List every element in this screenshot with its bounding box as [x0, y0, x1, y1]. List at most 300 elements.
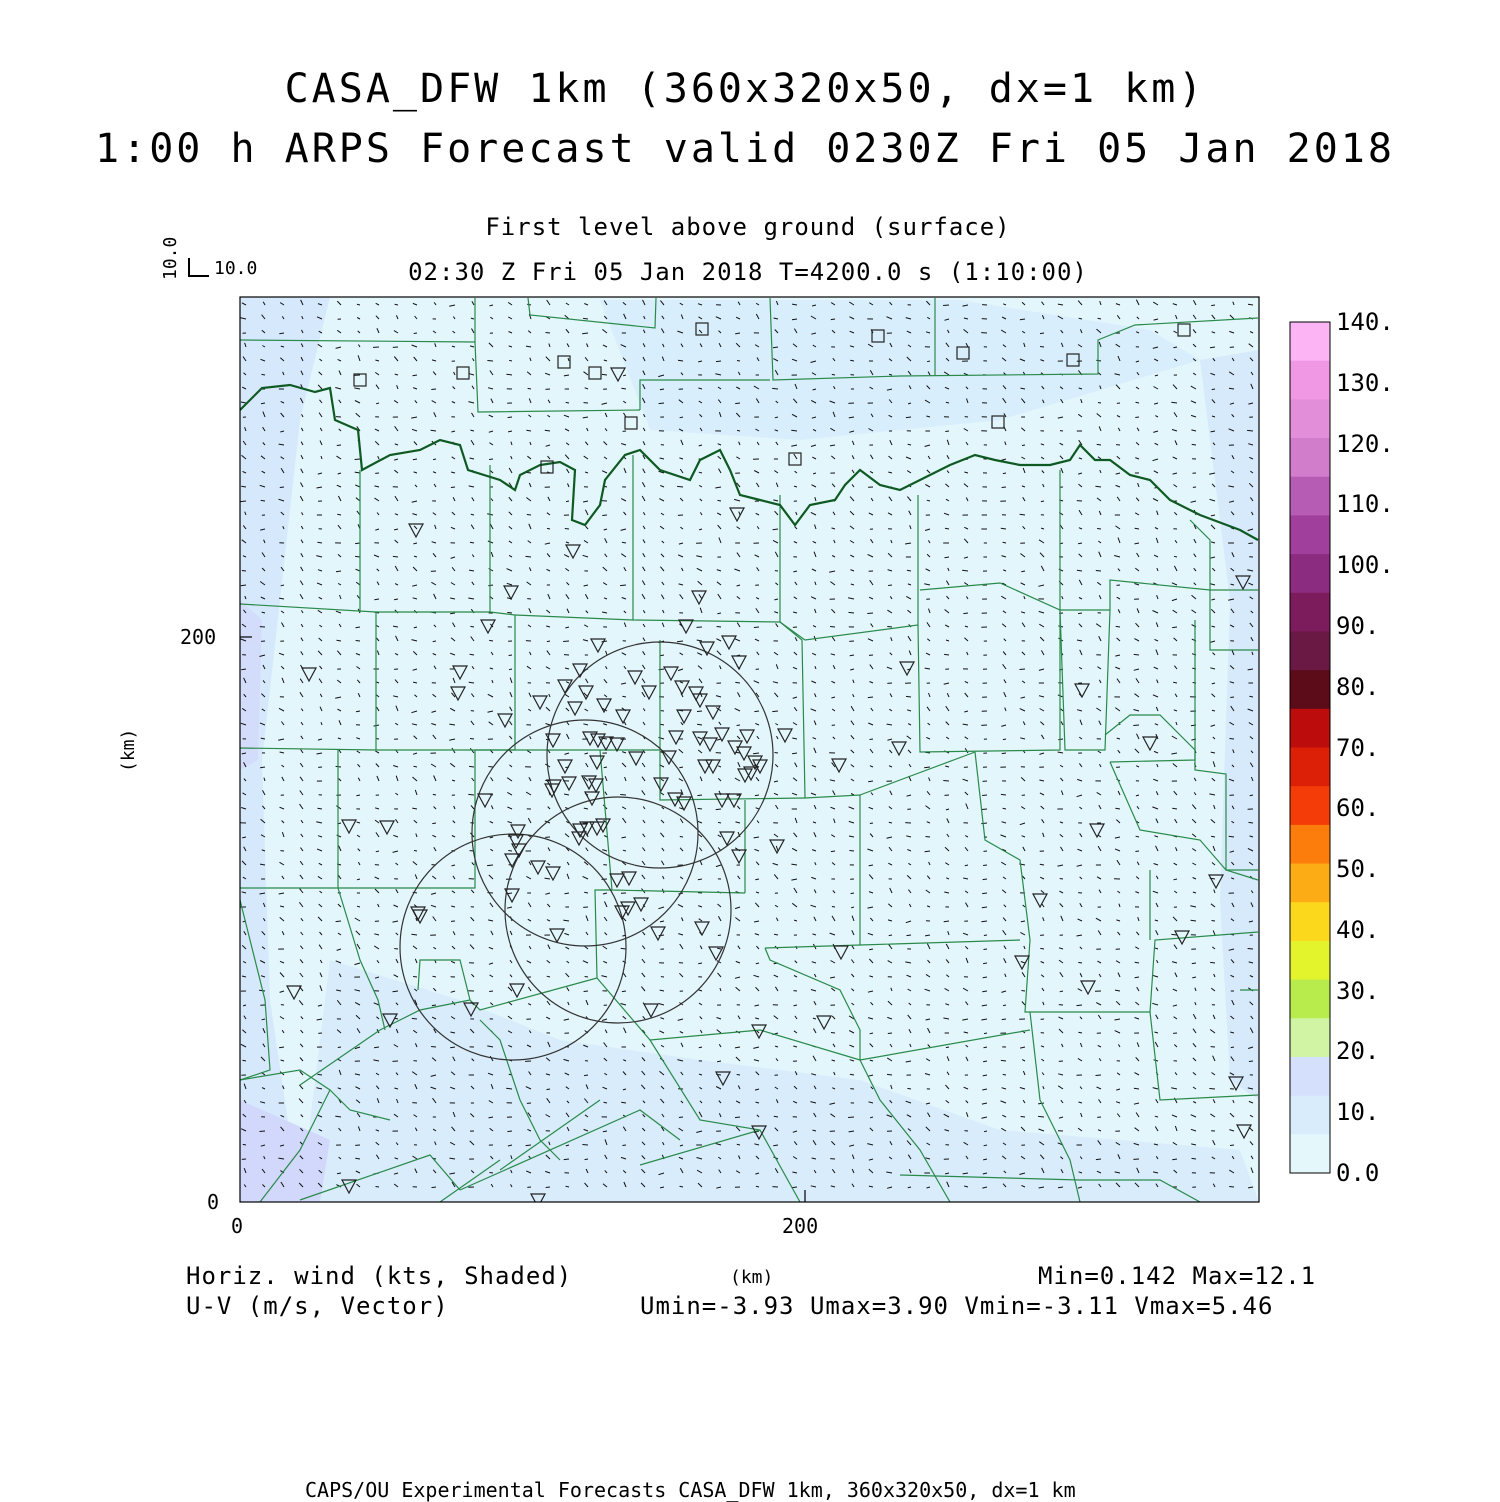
wind-vector	[1135, 851, 1139, 852]
wind-vector	[432, 1005, 436, 1006]
wind-vector	[356, 641, 360, 642]
wind-vector	[318, 808, 323, 809]
wind-vector	[318, 1074, 323, 1075]
wind-vector	[260, 1131, 266, 1132]
wind-vector	[355, 556, 360, 557]
y-axis-label: (km)	[118, 729, 139, 772]
colorbar-swatch	[1290, 322, 1330, 361]
wind-vector	[735, 1117, 740, 1118]
wind-vector	[1230, 739, 1235, 740]
wind-vector	[1229, 388, 1234, 389]
wind-vector	[831, 319, 835, 320]
colorbar-swatch	[1290, 1057, 1330, 1096]
wind-vector	[945, 528, 949, 529]
wind-vector	[984, 1033, 987, 1034]
wind-vector	[374, 1047, 379, 1048]
wind-vector	[355, 543, 360, 544]
time-subtitle: 02:30 Z Fri 05 Jan 2018 T=4200.0 s (1:10:00)	[0, 258, 1496, 286]
wind-vector	[602, 374, 607, 375]
wind-vector	[565, 529, 569, 530]
wind-vector	[279, 1047, 284, 1048]
wind-vector	[1003, 473, 1006, 474]
wind-vector	[507, 1131, 512, 1132]
wind-vector	[1097, 444, 1101, 445]
wind-vector	[1096, 1075, 1102, 1076]
wind-vector	[984, 949, 988, 950]
wind-vector	[718, 935, 721, 936]
colorbar-swatch	[1290, 631, 1330, 670]
wind-vector	[489, 640, 493, 641]
wind-vector	[718, 822, 721, 823]
wind-vector	[262, 374, 266, 375]
colorbar-swatch	[1290, 709, 1330, 748]
wind-vector	[393, 991, 399, 992]
wind-vector	[680, 837, 683, 838]
wind-vector	[906, 417, 911, 418]
colorbar-label: 30.	[1336, 977, 1379, 1005]
field-min-max: Min=0.142 Max=12.1	[1038, 1262, 1316, 1290]
wind-vector	[526, 430, 531, 431]
wind-vector	[1098, 318, 1101, 319]
wind-vector	[1021, 1117, 1025, 1118]
wind-vector	[1209, 1089, 1215, 1090]
wind-vector	[1095, 486, 1101, 487]
wind-vector	[889, 374, 892, 375]
wind-vector	[1247, 430, 1253, 431]
wind-vector	[1038, 1116, 1044, 1117]
wind-vector	[775, 753, 779, 754]
wind-vector	[356, 627, 361, 628]
wind-vector	[716, 809, 721, 810]
wind-vector	[394, 599, 398, 600]
wind-vector	[698, 879, 702, 880]
wind-vector	[357, 304, 360, 305]
wind-vector	[984, 1131, 987, 1132]
colorbar-swatch	[1290, 477, 1330, 516]
wind-vector	[887, 1074, 892, 1075]
wind-vector	[867, 613, 873, 614]
wind-vector	[1248, 543, 1253, 544]
wind-vector	[792, 753, 797, 754]
wind-vector	[260, 767, 265, 768]
colorbar-swatch	[1290, 786, 1330, 825]
wind-vector	[984, 935, 987, 936]
colorbar-label: 100.	[1336, 551, 1394, 579]
wind-vector	[772, 388, 778, 389]
wind-vector	[584, 892, 588, 893]
wind-vector	[983, 963, 987, 964]
wind-vector	[754, 627, 759, 628]
colorbar-label: 60.	[1336, 794, 1379, 822]
wind-vector	[1192, 1158, 1197, 1159]
wind-vector	[280, 487, 284, 488]
wind-vector	[621, 388, 626, 389]
wind-vector	[413, 977, 417, 978]
vector-key-u-label: 10.0	[214, 258, 257, 279]
wind-vector	[1041, 501, 1044, 502]
colorbar-swatch	[1290, 399, 1330, 438]
wind-vector	[526, 1145, 531, 1146]
wind-vector	[1003, 808, 1006, 809]
wind-vector	[431, 1047, 436, 1048]
wind-vector	[983, 977, 987, 978]
wind-vector	[755, 795, 759, 796]
wind-vector	[679, 767, 683, 768]
wind-vector	[509, 669, 512, 670]
colorbar-swatch	[1290, 593, 1330, 632]
wind-vector	[984, 1047, 988, 1048]
wind-vector	[737, 1144, 740, 1145]
colorbar-swatch	[1290, 515, 1330, 554]
wind-vector	[471, 514, 474, 515]
wind-vector	[414, 851, 417, 852]
wind-vector	[1229, 1187, 1234, 1188]
wind-vector	[735, 403, 740, 404]
colorbar-swatch	[1290, 748, 1330, 787]
wind-vector	[564, 1159, 569, 1160]
colorbar-swatch	[1290, 1096, 1330, 1135]
wind-vector	[737, 725, 740, 726]
vector-key-v-label: 10.0	[160, 237, 181, 280]
wind-vector	[547, 641, 550, 642]
wind-vector	[1002, 1019, 1006, 1020]
wind-vector	[1020, 319, 1025, 320]
wind-vector	[982, 795, 987, 796]
wind-vector	[241, 585, 246, 586]
wind-vector	[432, 1187, 437, 1188]
wind-vector	[1116, 626, 1120, 627]
wind-vector	[888, 1033, 892, 1034]
wind-vector	[527, 515, 531, 516]
wind-vector	[1171, 934, 1177, 935]
x-tick-0: 0	[231, 1214, 243, 1238]
wind-vector	[1210, 962, 1215, 963]
wind-vector	[1212, 710, 1215, 711]
wind-vector	[508, 417, 512, 418]
wind-vector	[945, 431, 949, 432]
wind-vector	[488, 767, 493, 768]
wind-vector	[338, 1047, 341, 1048]
wind-vector	[394, 949, 398, 950]
wind-vector	[679, 1117, 683, 1118]
wind-vector	[965, 865, 968, 866]
wind-vector	[756, 1186, 759, 1187]
wind-vector	[756, 963, 759, 964]
colorbar-label: 70.	[1336, 734, 1379, 762]
wind-vector	[563, 641, 569, 642]
wind-vector	[1192, 444, 1196, 445]
colorbar-swatch	[1290, 941, 1330, 980]
wind-vector	[659, 935, 664, 936]
wind-vector	[907, 935, 912, 936]
colorbar-label: 40.	[1336, 916, 1379, 944]
wind-vector	[1040, 347, 1044, 348]
wind-vector	[337, 445, 341, 446]
wind-vector	[907, 1088, 911, 1089]
wind-vector	[737, 361, 740, 362]
x-axis-label: (km)	[730, 1267, 773, 1288]
colorbar-swatch	[1290, 980, 1330, 1019]
wind-vector	[620, 795, 626, 796]
wind-vector	[716, 361, 721, 362]
wind-vector	[470, 654, 474, 655]
wind-vector	[659, 403, 664, 404]
wind-vector	[509, 655, 512, 656]
wind-vector	[620, 585, 626, 586]
wind-vector	[336, 921, 341, 922]
wind-vector	[489, 459, 493, 460]
wind-vector	[1134, 654, 1139, 655]
wind-vector	[585, 1159, 588, 1160]
wind-vector	[831, 1033, 835, 1034]
colorbar-label: 80.	[1336, 673, 1379, 701]
wind-vector	[1135, 528, 1139, 529]
wind-vector	[774, 934, 778, 935]
wind-vector	[433, 641, 436, 642]
colorbar-label: 0.0	[1336, 1159, 1379, 1187]
wind-vector	[526, 556, 532, 557]
wind-vector	[755, 879, 759, 880]
colorbar-swatch	[1290, 1018, 1330, 1057]
wind-vector	[888, 585, 892, 586]
wind-vector	[470, 739, 474, 740]
wind-vector	[850, 655, 854, 656]
wind-vector	[432, 823, 436, 824]
wind-vector	[1040, 333, 1044, 334]
wind-vector	[832, 907, 835, 908]
wind-vector	[677, 486, 683, 487]
wind-vector	[1096, 1159, 1101, 1160]
wind-vector	[487, 865, 493, 866]
wind-vector	[717, 948, 721, 949]
colorbar-label: 20.	[1336, 1037, 1379, 1065]
wind-vector	[487, 361, 493, 362]
wind-vector	[737, 1075, 740, 1076]
wind-vector	[735, 682, 740, 683]
wind-vector	[1212, 389, 1215, 390]
wind-vector	[468, 794, 474, 795]
vector-key-icon	[189, 258, 209, 276]
wind-vector	[1040, 948, 1044, 949]
wind-vector	[1002, 487, 1006, 488]
wind-vector	[585, 977, 588, 978]
wind-vector	[1249, 1061, 1253, 1062]
wind-vector	[718, 500, 722, 501]
wind-vector	[243, 1144, 246, 1145]
wind-vector	[242, 571, 246, 572]
wind-vector	[982, 907, 987, 908]
wind-vector	[792, 1187, 797, 1188]
wind-vector	[1096, 571, 1101, 572]
wind-vector	[983, 879, 987, 880]
wind-vector	[1098, 403, 1101, 404]
wind-vector	[414, 333, 417, 334]
wind-vector	[698, 808, 703, 809]
wind-vector	[451, 487, 455, 488]
wind-vector	[604, 767, 607, 768]
wind-vector	[337, 640, 342, 641]
wind-vector	[927, 361, 930, 362]
wind-vector	[583, 318, 588, 319]
wind-vector	[1250, 795, 1253, 796]
wind-vector	[943, 781, 949, 782]
wind-vector	[261, 500, 265, 501]
wind-vector	[1249, 696, 1253, 697]
wind-vector	[831, 851, 835, 852]
wind-vector	[849, 612, 855, 613]
wind-vector	[450, 1047, 455, 1048]
wind-vector	[946, 402, 949, 403]
wind-vector	[697, 711, 702, 712]
colorbar-label: 140.	[1336, 308, 1394, 336]
colorbar-swatch	[1290, 864, 1330, 903]
wind-vector	[773, 347, 778, 348]
wind-vector	[1058, 1187, 1063, 1188]
colorbar-swatch	[1290, 1134, 1330, 1173]
colorbar-swatch	[1290, 670, 1330, 709]
wind-vector	[469, 766, 474, 767]
wind-vector	[355, 459, 360, 460]
wind-vector	[983, 865, 987, 866]
wind-vector	[1021, 921, 1025, 922]
wind-vector	[1003, 542, 1006, 543]
wind-vector	[470, 626, 474, 627]
wind-vector	[582, 1145, 588, 1146]
wind-vector	[240, 501, 246, 502]
wind-vector	[908, 444, 911, 445]
wind-vector	[566, 402, 569, 403]
wind-vector	[489, 991, 493, 992]
wind-vector	[1001, 794, 1006, 795]
colorbar-label: 110.	[1336, 490, 1394, 518]
wind-vector	[1134, 1088, 1139, 1089]
wind-vector	[395, 304, 398, 305]
wind-vector	[604, 1102, 608, 1103]
wind-vector	[1172, 627, 1177, 628]
vector-legend: U-V (m/s, Vector)	[186, 1292, 449, 1320]
wind-vector	[698, 963, 702, 964]
wind-vector	[926, 837, 931, 838]
vector-min-max: Umin=-3.93 Umax=3.90 Vmin=-3.11 Vmax=5.46	[640, 1292, 1273, 1320]
wind-vector	[547, 528, 550, 529]
wind-vector	[906, 696, 911, 697]
wind-vector	[1077, 1005, 1083, 1006]
wind-vector	[412, 1018, 417, 1019]
wind-vector	[1078, 962, 1082, 963]
wind-vector	[602, 515, 607, 516]
wind-vector	[1060, 879, 1063, 880]
wind-vector	[433, 459, 436, 460]
wind-vector	[433, 794, 436, 795]
wind-vector	[1115, 808, 1120, 809]
wind-vector	[1231, 1047, 1234, 1048]
wind-vector	[547, 1089, 551, 1090]
wind-vector	[546, 1187, 550, 1188]
wind-vector	[393, 556, 398, 557]
wind-vector	[1002, 753, 1006, 754]
wind-vector	[754, 711, 759, 712]
wind-vector	[943, 305, 949, 306]
wind-vector	[1041, 417, 1045, 418]
wind-vector	[1171, 402, 1177, 403]
wind-vector	[848, 1117, 854, 1118]
wind-vector	[1021, 991, 1025, 992]
wind-vector	[699, 1047, 702, 1048]
wind-vector	[830, 627, 835, 628]
wind-vector	[1248, 304, 1253, 305]
wind-vector	[1135, 417, 1139, 418]
wind-vector	[1003, 739, 1006, 740]
wind-vector	[414, 766, 418, 767]
wind-vector	[924, 767, 930, 768]
wind-vector	[509, 360, 512, 361]
wind-vector	[870, 823, 873, 824]
wind-vector	[1212, 921, 1216, 922]
wind-vector	[603, 1131, 607, 1132]
wind-vector	[261, 403, 265, 404]
wind-vector	[622, 542, 626, 543]
wind-vector	[489, 1173, 493, 1174]
colorbar-label: 50.	[1336, 855, 1379, 883]
wind-vector	[889, 822, 892, 823]
wind-vector	[622, 991, 626, 992]
wind-vector	[773, 529, 778, 530]
wind-vector	[982, 893, 987, 894]
wind-vector	[621, 1102, 626, 1103]
wind-vector	[1172, 808, 1177, 809]
wind-vector	[678, 360, 683, 361]
wind-vector	[584, 1075, 588, 1076]
wind-vector	[1230, 697, 1234, 698]
wind-vector	[374, 599, 379, 600]
forecast-title: 1:00 h ARPS Forecast valid 0230Z Fri 05 Jan 2018	[0, 126, 1490, 172]
wind-vector	[868, 697, 873, 698]
wind-vector	[1230, 1145, 1234, 1146]
wind-vector	[584, 991, 588, 992]
colorbar-label: 10.	[1336, 1098, 1379, 1126]
wind-vector	[431, 389, 436, 390]
wind-vector	[1172, 1159, 1177, 1160]
wind-vector	[1022, 445, 1025, 446]
plot-title: CASA_DFW 1km (360x320x50, dx=1 km)	[0, 66, 1490, 112]
wind-vector	[851, 893, 854, 894]
wind-vector	[849, 851, 854, 852]
wind-vector	[1058, 739, 1063, 740]
wind-vector	[697, 795, 702, 796]
wind-vector	[528, 388, 531, 389]
y-tick-200: 200	[180, 625, 216, 649]
wind-vector	[908, 1187, 911, 1188]
wind-vector	[317, 542, 322, 543]
wind-vector	[1211, 305, 1215, 306]
wind-vector	[887, 627, 892, 628]
wind-speed-field	[240, 297, 1259, 1207]
wind-vector	[1249, 822, 1254, 823]
colorbar	[1290, 322, 1330, 1174]
colorbar-swatch	[1290, 361, 1330, 400]
wind-vector	[279, 333, 284, 334]
colorbar-label: 120.	[1336, 430, 1394, 458]
wind-vector	[737, 430, 740, 431]
y-tick-0: 0	[207, 1190, 219, 1214]
wind-vector	[1077, 570, 1082, 571]
wind-vector	[981, 823, 987, 824]
colorbar-label: 90.	[1336, 612, 1379, 640]
level-subtitle: First level above ground (surface)	[0, 213, 1496, 241]
wind-vector	[717, 627, 721, 628]
colorbar-swatch	[1290, 438, 1330, 477]
x-tick-200: 200	[782, 1214, 818, 1238]
